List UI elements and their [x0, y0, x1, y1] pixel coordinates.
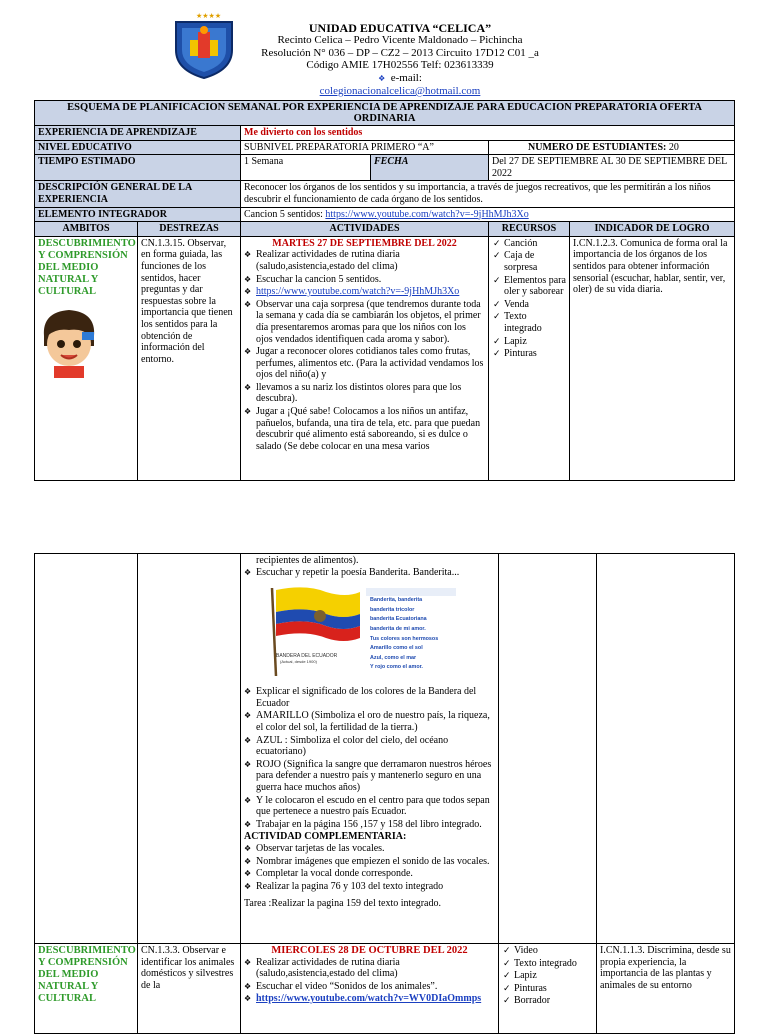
header-text [230, 22, 570, 97]
students-cell [489, 140, 735, 155]
flag-caption-sub: (Actual, desde 1900) [280, 659, 317, 665]
list-item: ✓ Venda [504, 299, 566, 311]
list-item: ❖ Completar la vocal donde corresponde. [256, 868, 495, 880]
complementary-title: ACTIVIDAD COMPLEMENTARIA: [244, 831, 407, 843]
list-item: ✓ Pinturas [504, 348, 566, 360]
poem-line: Y rojo como el amor. [370, 664, 423, 671]
poem-box [366, 588, 456, 682]
poem-line: Amarillo como el sol [370, 645, 423, 652]
child-face-icon [38, 306, 100, 378]
integrator-value: Cancion 5 sentidos: https://www.youtube.com/watch?v=-9jHhMJh3Xo [241, 207, 735, 222]
planning-table-page2 [34, 553, 735, 1034]
list-item: ✓ Canción [504, 238, 566, 250]
activity-row [35, 236, 735, 480]
poem-line: Tus colores son hermosos [370, 635, 439, 642]
list-item: ✓ Lapiz [514, 970, 593, 982]
resources-list [492, 238, 566, 360]
list-item: ❖ Jugar a ¡Qué sabe! Colocamos a los niños un antifaz, pañuelos, bufanda, una tira de tela, etc. para que puedan descubrir qué alimento está saboreando, si es dulce o salado (Se debe colocar en una mesa varios [256, 406, 485, 452]
description-label: DESCRIPCIÓN GENERAL DE LA EXPERIENCIA [35, 181, 241, 207]
poem-line: Banderita, banderita [370, 597, 423, 604]
list-item: ✓ Texto integrado [514, 958, 593, 970]
ambito-cell-2 [35, 944, 138, 1034]
ambito-cell [35, 236, 138, 480]
list-item: ❖ Realizar actividades de rutina diaria (saludo,asistencia,estado del clima) [256, 957, 495, 980]
planning-table-page1 [34, 100, 735, 481]
homework-text: Tarea :Realizar la pagina 159 del texto integrado. [244, 898, 441, 910]
list-item: ❖ Escuchar el video “Sonidos de los animales”. [256, 981, 495, 993]
list-item: ❖ AZUL : Simboliza el color del cielo, del océano ecuatoriano) [256, 735, 495, 758]
date-value: Del 27 DE SEPTIEMBRE AL 30 DE SEPTIEMBRE DEL 2022 [489, 155, 735, 181]
destreza-cell-empty [138, 554, 241, 944]
poem-line: banderita Ecuatoriana [370, 616, 427, 623]
svg-text:★★★★: ★★★★ [196, 12, 222, 20]
list-item: ❖ Jugar a reconocer olores cotidianos tales como frutas, perfumes, alimentos etc. (Para la actividad vendamos los ojos del niño(a) y [256, 346, 485, 381]
list-item: ❖ Realizar actividades de rutina diaria (saludo,asistencia,estado del clima) [256, 249, 485, 272]
time-label: TIEMPO ESTIMADO [35, 155, 241, 181]
flag-caption: BANDERA DEL ECUADOR [276, 653, 338, 660]
header-address: Recinto Celica – Pedro Vicente Maldonado – Pichincha [277, 34, 523, 47]
poem-line: banderita tricolor [370, 606, 415, 613]
experience-value: Me divierto con los sentidos [241, 126, 735, 141]
integrator-label: ELEMENTO INTEGRADOR [35, 207, 241, 222]
continued-text: recipientes de alimentos). [256, 555, 359, 566]
experience-label: EXPERIENCIA DE APRENDIZAJE [35, 126, 241, 141]
ambito-text-2: DESCUBRIMIENTO Y COMPRENSIÓN DEL MEDIO NATURAL Y CULTURAL [38, 945, 136, 1004]
list-item: ❖ Explicar el significado de los colores de la Bandera del Ecuador [256, 686, 495, 709]
list-item [256, 286, 485, 298]
list-item: ✓ Texto integrado [504, 311, 566, 334]
ambito-cell-empty [35, 554, 138, 944]
diamond-bullet-icon: ❖ [378, 73, 386, 83]
header-resolution: Resolución N° 036 – DP – CZ2 – 2013 Circuito 17D12 C01 _a [261, 46, 539, 59]
list-item: ❖ Trabajar en la página 156 ,157 y 158 del libro integrado. [256, 819, 495, 831]
list-item: ✓ Elementos para oler y saborear [504, 275, 566, 298]
ambito-text: DESCUBRIMIENTO Y COMPRENSIÓN DEL MEDIO NATURAL Y CULTURAL [38, 237, 136, 297]
col-ambitos: AMBITOS [35, 222, 138, 237]
resources-list-2 [502, 945, 593, 1007]
col-destrezas: DESTREZAS [138, 222, 241, 237]
indicator-cell-empty [597, 554, 735, 944]
list-item: ❖ Escuchar y repetir la poesía Banderita. Banderita... [256, 567, 495, 579]
flag-poem-image [266, 584, 452, 678]
poem-line: Azul, como el mar [370, 654, 417, 661]
indicator-cell-2: I.CN.1.1.3. Discrimina, desde su propia experiencia, la importancia de las plantas y animales de su entorno [597, 944, 735, 1034]
description-value: Reconocer los órganos de los sentidos y su importancia, a través de juegos recreativos, que les permitirán a los niños descubrir el funcionamiento de cada órgano de los sentidos. [241, 181, 735, 207]
list-item: ✓ Video [514, 945, 593, 957]
list-item: ❖ Nombrar imágenes que empiezen el sonido de las vocales. [256, 856, 495, 868]
column-headers [35, 222, 735, 237]
complementary-list [244, 843, 495, 892]
activities-cell-2 [241, 944, 499, 1034]
time-value: 1 Semana [241, 155, 371, 181]
activity-row-2 [35, 944, 735, 1034]
list-item: ❖ ROJO (Significa la sangre que derramaron nuestros héroes para defender a nuestro país y mantenerlo seguro en una guerra hace muchos años) [256, 759, 495, 794]
list-item: ❖ Observar una caja sorpresa (que tendremos durante toda la semana y cada día se cambiarán los objetos, el primer día presentaremos aromas para que los niños con los ojos vendados identifiquen cada aroma y sabor). [256, 299, 485, 345]
header-amie: Código AMIE 17H02556 Telf: 023613339 [306, 59, 494, 72]
list-item: ❖ Escuchar la cancion 5 sentidos. [256, 274, 485, 286]
resources-cell-empty [499, 554, 597, 944]
date-label: FECHA [371, 155, 489, 181]
students-value: 20 [668, 141, 679, 153]
col-indicador: INDICADOR DE LOGRO [570, 222, 735, 237]
students-label: NUMERO DE ESTUDIANTES: [528, 141, 667, 153]
day-title-2: MIERCOLES 28 DE OCTUBRE DEL 2022 [271, 945, 468, 956]
header-email-label: ❖ e-mail: [378, 71, 422, 84]
list-item: ❖ AMARILLO (Simboliza el oro de nuestro país, la riqueza, el color del sol, la fertilidad de la tierra.) [256, 710, 495, 733]
activities-list-4 [244, 957, 495, 1005]
ecuador-flag-icon [266, 584, 362, 678]
school-name: UNIDAD EDUCATIVA “CELICA” [308, 21, 492, 35]
destreza-cell: CN.1.3.15. Observar, en forma guiada, las funciones de los sentidos, hacer preguntas y dar respuestas sobre la importancia que tienen los sentidos para la obtención de información del entorno. [138, 236, 241, 480]
indicator-cell: I.CN.1.2.3. Comunica de forma oral la importancia de los órganos de los sentidos para obtener información sensorial (escuchar, hablar, sentir, ver, oler) de su vida diaria. [570, 236, 735, 480]
table-title: ESQUEMA DE PLANIFICACION SEMANAL POR EXPERIENCIA DE APRENDIZAJE PARA EDUCACION PREPARATORIA OFERTA ORDINARIA [35, 101, 735, 126]
integrator-link[interactable]: https://www.youtube.com/watch?v=-9jHhMJh3Xo [325, 208, 529, 220]
resources-cell-2 [499, 944, 597, 1034]
level-value: SUBNIVEL PREPARATORIA PRIMERO “A” [241, 140, 489, 155]
list-item: ✓ Lapiz [504, 336, 566, 348]
poem-line: banderita de mi amor. [370, 625, 426, 632]
list-item: ❖ Realizar la pagina 76 y 103 del texto integrado [256, 881, 495, 893]
continued-row [35, 554, 735, 944]
activities-cell [241, 236, 489, 480]
list-item: ❖ Y le colocaron el escudo en el centro para que todos sepan que pertenece a nuestro país Ecuador. [256, 795, 495, 818]
list-item: ✓ Pinturas [514, 983, 593, 995]
list-item: ✓ Caja de sorpresa [504, 250, 566, 273]
activities-list [244, 249, 485, 452]
activities-list-3 [244, 686, 495, 830]
list-item: ✓ Borrador [514, 995, 593, 1007]
level-label: NIVEL EDUCATIVO [35, 140, 241, 155]
list-item: ❖ llevamos a su nariz los distintos olores para que los descubra). [256, 382, 485, 405]
video-link-2[interactable]: https://www.youtube.com/watch?v=WV0DIaOmmps [256, 993, 482, 1005]
list-item: ❖ Observar tarjetas de las vocales. [256, 843, 495, 855]
activities-cell-cont [241, 554, 499, 944]
col-recursos: RECURSOS [489, 222, 570, 237]
list-item [256, 993, 495, 1005]
day-title: MARTES 27 DE SEPTIEMBRE DEL 2022 [272, 237, 457, 249]
destreza-cell-2: CN.1.3.3. Observar e identificar los animales domésticos y silvestres de la [138, 944, 241, 1034]
video-link[interactable]: https://www.youtube.com/watch?v=-9jHhMJh3Xo [256, 286, 460, 298]
email-link[interactable]: colegionacionalcelica@hotmail.com [319, 85, 481, 98]
resources-cell [489, 236, 570, 480]
activities-list-2 [244, 567, 495, 579]
col-actividades: ACTIVIDADES [241, 222, 489, 237]
